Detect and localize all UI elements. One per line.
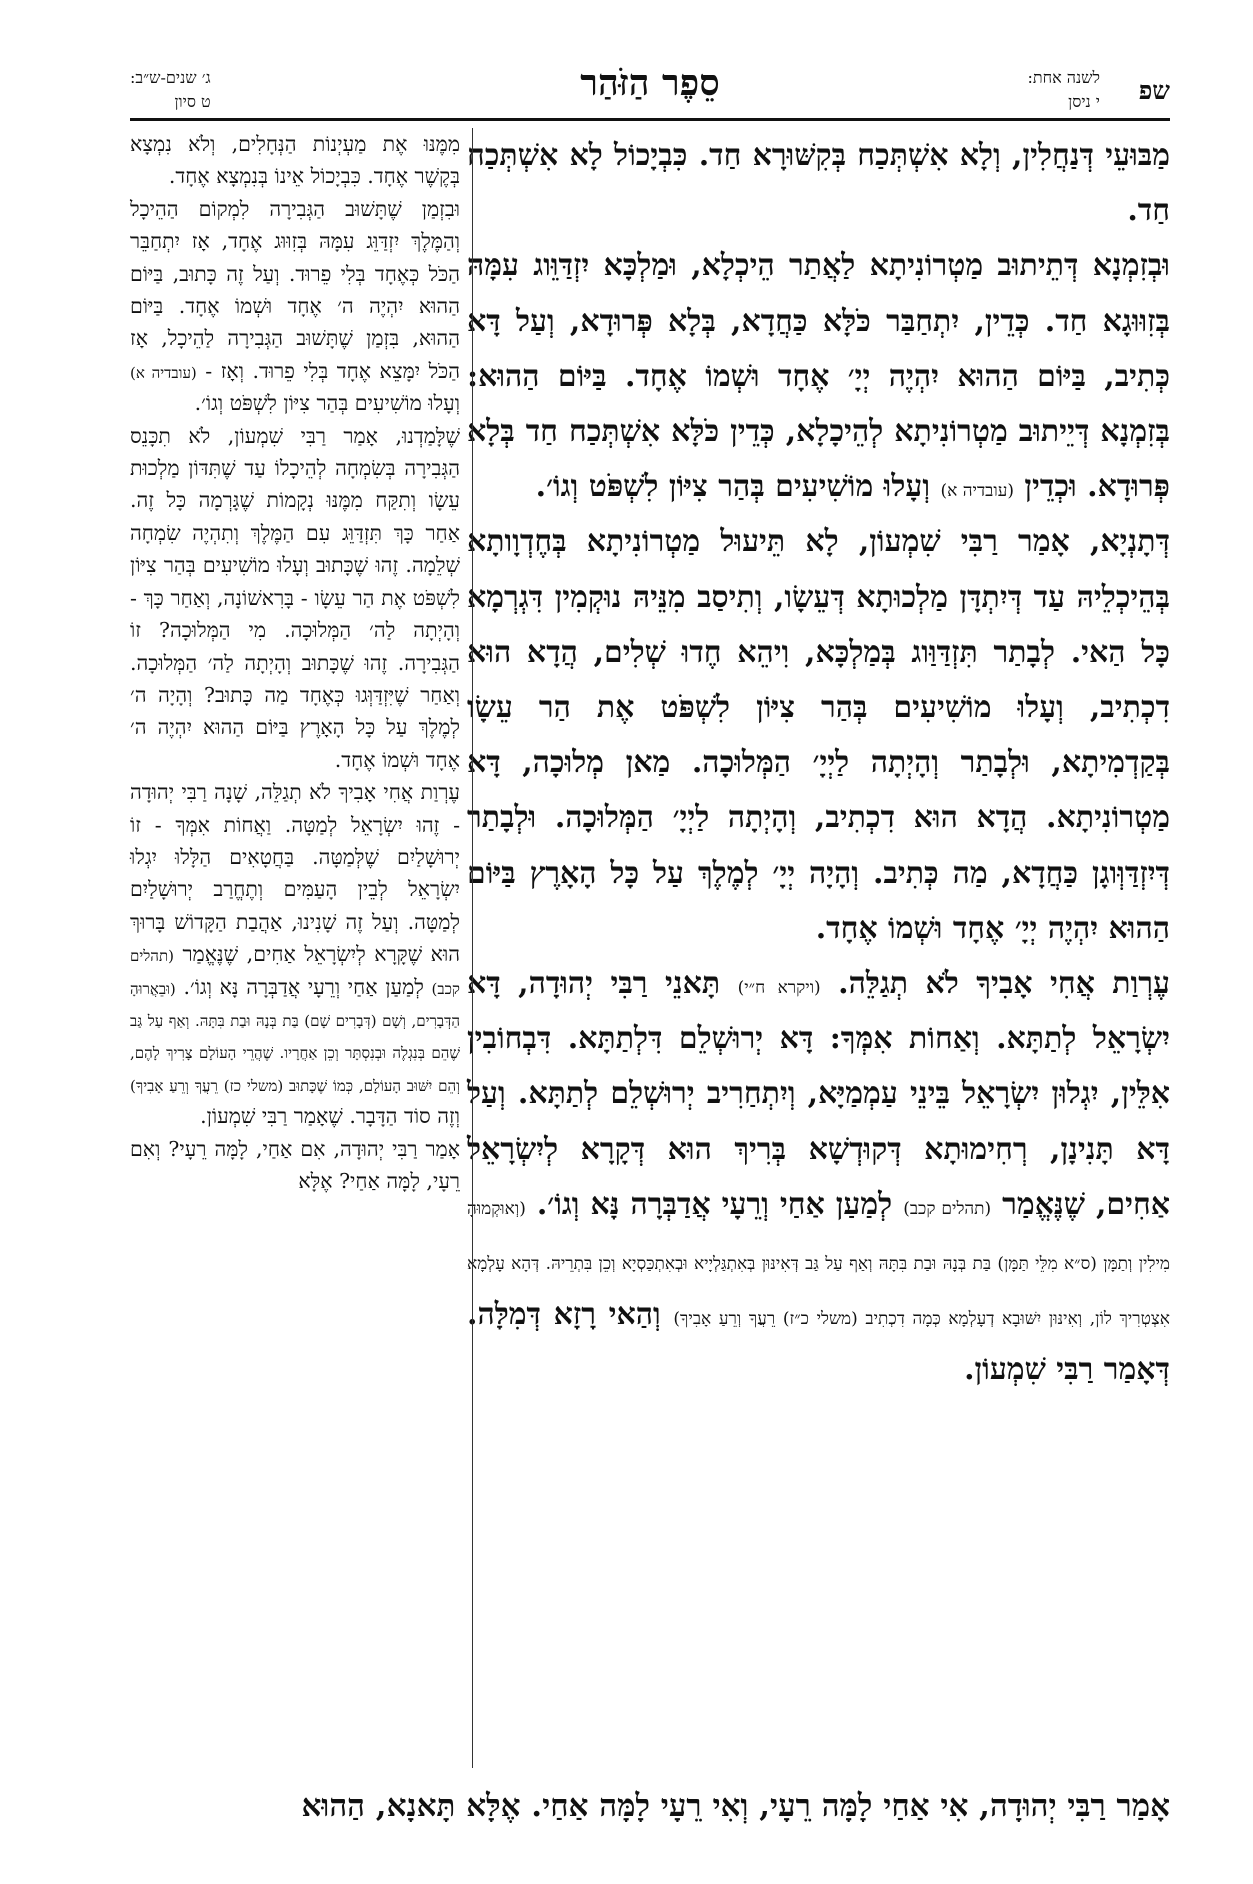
translation-paragraph: שֶׁלָּמַדְנוּ, אָמַר רַבִּי שִׁמְעוֹן, לֹא תִכָּנֵס הַגְּבִירָה בְּשִׂמְחָה לְהֵיכָלוֹ עַד שֶׁתִּדּוֹן מַלְכוּת עֵשָׂו וְתִקַּח מִמֶּנּוּ נְקָמוֹת שֶׁגָּרְמָה כָּל זֶה. אַחַר כָּךְ תִּזְדַּוֵּג עִם הַמֶּלֶךְ וְתִהְיֶה שִׂמְחָה שְׁלֵמָה. זֶהוּ שֶׁכָּתוּב וְעָלוּ מוֹשִׁיעִים בְּהַר צִיּוֹן לִשְׁפֹּט אֶת הַר עֵשָׂו - בָּרִאשׁוֹנָה, וְאַחַר כָּךְ - וְהָיְתָה לַה׳ הַמְּלוּכָה. מִי הַמְּלוּכָה? זוֹ הַגְּבִירָה. זֶהוּ שֶׁכָּתוּב וְהָיְתָה לַה׳ הַמְּלוּכָה. וְאַחַר שֶׁיִּזְדַּוְּגוּ כְּאֶחָד מַה כָּתוּב? וְהָיָה ה׳ לְמֶלֶךְ עַל כָּל הָאָרֶץ בַּיּוֹם הַהוּא יִהְיֶה ה׳ אֶחָד וּשְׁמוֹ אֶחָד. (130, 423, 460, 772)
translation-verse: וְעָלוּ מוֹשִׁיעִים בְּהַר צִיּוֹן לִשְׁפֹּט וְגוֹ׳. (194, 391, 460, 416)
translation-note: (וּבֵאֲרוּהָ הַדְּבָרִים, וְשָׁם (דְּבָרִים שָׁם) בַּת בְּנָהּ וּבַת בִּתָּהּ. וְאַף עַל גַּב שֶׁהֵם בְּנִגְלֶה וּבְנִסְתָּר וְכֵן אַחֲרָיו. שֶׁהֲרֵי הָעוֹלָם צָרִיךְ לָהֶם, וְהֵם יִשּׁוּב הָעוֹלָם, כְּמוֹ שֶׁכָּתוּב (משלי כז) רֵעֲךָ וְרֵעַ אָבִיךָ) (130, 979, 460, 1095)
scripture-reference: (תהלים קכב) (130, 947, 460, 998)
bottom-line: אָמַר רַבִּי יְהוּדָה, אִי אַחַי לָמָּה רֵעָי, וְאִי רֵעָי לָמָּה אַחַי. אֶלָּא תָּאנָא, הַהוּא (301, 1788, 1170, 1824)
scripture-reference: (תהלים קכב) (903, 1198, 992, 1219)
translation-column (130, 128, 460, 1197)
page-header (130, 62, 1170, 122)
main-paragraph-text: וְהַאי רָזָא דְּמִלָּה. דְּאָמַר רַבִּי שִׁמְעוֹן. (467, 1297, 1170, 1388)
main-verse: וְעָלוּ מוֹשִׁיעִים בְּהַר צִיּוֹן לִשְׁפֹּט וְגוֹ׳. (535, 469, 931, 505)
main-paragraph-text: תָּאנֵי רַבִּי יְהוּדָה, דָּא יִשְׂרָאֵל לְתַתָּא. וְאַחוֹת אִמְּךָ: דָּא יְרוּשְׁלֵם דִּלְתַתָּא. דִּבְחוֹבִין אִלֵּין, יִגְלוּן יִשְׂרָאֵל בֵּינֵי עַמְמַיָּא, וְיִתְחַרִיב יְרוּשְׁלֵם לְתַתָּא. וְעַל דָּא תָּנִינָן, רְחִימוּתָא דְּקוּדְשָׁא בְּרִיךְ הוּא דְּקָרָא לְיִשְׂרָאֵל אַחִים, שֶׁנֶּאֱמַר (467, 966, 1170, 1222)
scripture-reference: (עובדיה א) (940, 481, 1014, 502)
translation-paragraph (130, 193, 460, 420)
translation-paragraph: אָמַר רַבִּי יְהוּדָה, אִם אַחַי, לָמָּה רֵעָי? וְאִם רֵעָי, לָמָּה אַחַי? אֶלָּא (130, 1136, 460, 1193)
translation-text: וְזֶה סוֹד הַדָּבָר. שֶׁאָמַר רַבִּי שִׁמְעוֹן. (200, 1104, 460, 1129)
book-title: סֵפֶר הַזֹּהַר (580, 62, 720, 104)
header-left-info (130, 66, 211, 114)
column-divider (472, 128, 473, 1768)
page-number: שפ (1138, 76, 1170, 105)
main-paragraph: דְּתָנְיָא, אָמַר רַבִּי שִׁמְעוֹן, לָא תֵּיעוּל מַטְרוֹנִיתָא בְּחֶדְוָותָא בְּהֵיכְלֵיהּ עַד דְּיִתְדָּן מַלְכוּתָא דְּעֵשָׂו, וְתִיסַב מִנֵּיהּ נוּקְמִין דִּגְרְמָא כָּל הַאי. לְבָתַר תִּזְדַּוַּוג בְּמַלְכָּא, וִיהֵא חֶדוּ שְׁלִים, הֲדָא הוּא דִכְתִיב, וְעָלוּ מוֹשִׁיעִים בְּהַר צִיּוֹן לִשְׁפֹּט אֶת הַר עֵשָׂו בְּקַדְמִיתָא, וּלְבָתַר וְהָיְתָה לַיְיָ׳ הַמְּלוּכָה. מַאן מְלוּכָה, דָּא מַטְרוֹנִיתָא. הֲדָא הוּא דִכְתִיב, וְהָיְתָה לַיְיָ׳ הַמְּלוּכָה. וּלְבָתַר דְּיִזְדַּוְּוגָן כַּחֲדָא, מַה כְּתִיב. וְהָיָה יְיָ׳ לְמֶלֶךְ עַל כָּל הָאָרֶץ בַּיּוֹם הַהוּא יִהְיֶה יְיָ׳ אֶחָד וּשְׁמוֹ אֶחָד. (467, 524, 1170, 946)
translation-text: עֶרְוַת אֲחִי אָבִיךָ לֹא תְגַלֵּה, שָׁנָה רַבִּי יְהוּדָה - זֶהוּ יִשְׂרָאֵל לְמַטָּה. וַאֲחוֹת אִמְּךָ - זוֹ יְרוּשָׁלַיִם שֶׁלְּמַטָּה. בַּחֲטָאִים הַלָּלוּ יִגְלוּ יִשְׂרָאֵל לְבֵין הָעַמִּים וְתֶחֱרַב יְרוּשָׁלַיִם לְמַטָּה. וְעַל זֶה שָׁנִינוּ, אַהֲבַת הַקָּדוֹשׁ בָּרוּךְ הוּא שֶׁקָּרָא לְיִשְׂרָאֵל אַחִים, שֶׁנֶּאֱמַר (130, 780, 460, 967)
main-verse: לְמַעַן אַחַי וְרֵעָי אֲדַבְּרָה נָּא וְגוֹ׳. (536, 1186, 893, 1222)
main-note: (וְאוּקְמוּהָ מִילִין וְתַמָּן (ס״א מִלֵּי תַּמָּן) בַּת בְּנָהּ וּבַת בִּתָּהּ וְאַף עַל גַּב דְּאִינּוּן בְּאִתְגַּלְיָיא וּבְאִתְכַּסְיָא וְכֵן בִּתְרֵיהּ. דְּהָא עָלְמָא אִצְטְרִיךְ לוֹן, וְאִינּוּן יִשּׁוּבָא דְעָלְמָא כְּמָה דִכְתִיב (משלי כ״ז) רֵעֲךָ וְרֵעַ אָבִיךָ) (467, 1198, 1170, 1330)
header-alt-plan: ג׳ שנים-ש״ב: (130, 68, 211, 87)
translation-verse: לְמַעַן אַחַי וְרֵעָי אֲדַבְּרָה נָּא וְגוֹ׳. (183, 974, 424, 999)
main-paragraph: מַבּוּעֵי דְּנַחֲלִין, וְלָא אִשְׁתְּכַח בְּקִשּׁוּרָא חַד. כִּבְיָכוֹל לָא אִשְׁתְּכַח חַד. (467, 138, 1170, 229)
main-paragraph-text: וּבְזִמְנָא דְּתֵיתוּב מַטְרוֹנִיתָא לַאֲתַר הֵיכְלָא, וּמַלְכָּא יִזְדַּוֵּוג עִמָּהּ בְּזִוּוּגָא חַד. כְּדֵין, יִתְחַבַּר כֹּלָּא כַּחֲדָא, בְּלָא פְּרוּדָא, וְעַל דָּא כְּתִיב, בַּיּוֹם הַהוּא יִהְיֶה יְיָ׳ אֶחָד וּשְׁמוֹ אֶחָד. בַּיּוֹם הַהוּא: בְּזִמְנָא דְּיֵיתוּב מַטְרוֹנִיתָא לְהֵיכָלָא, כְּדֵין כֹּלָּא אִשְׁתְּכַח חַד בְּלָא פְּרוּדָא. וּכְדֵין (467, 248, 1170, 505)
header-alt-date: ט סיון (174, 92, 211, 111)
translation-text: וּבִזְמַן שֶׁתָּשׁוּב הַגְּבִירָה לִמְקוֹם הַהֵיכָל וְהַמֶּלֶךְ יִזְדַּוֵּג עִמָּהּ בְּזִוּוּג אֶחָד, אָז יִתְחַבֵּר הַכֹּל כְּאֶחָד בְּלִי פֵרוּד. וְעַל זֶה כָּתוּב, בַּיּוֹם הַהוּא יִהְיֶה ה׳ אֶחָד וּשְׁמוֹ אֶחָד. בַּיּוֹם הַהוּא, בִּזְמַן שֶׁתָּשׁוּב הַגְּבִירָה לַהֵיכָל, אָז הַכֹּל יִמָּצֵא אֶחָד בְּלִי פֵרוּד. וְאָז - (130, 196, 460, 383)
translation-paragraph: מִמֶּנּוּ אֶת מַעְיְנוֹת הַנְּחָלִים, וְלֹא נִמְצָא בְּקֶשֶׁר אֶחָד. כִּבְיָכוֹל אֵינוֹ בְּנִמְצָא אֶחָד. (130, 132, 460, 189)
header-divider (130, 118, 1170, 121)
scripture-reference: (ויקרא ח״י) (737, 978, 821, 999)
main-paragraph (467, 956, 1170, 1398)
translation-paragraph (130, 776, 460, 1132)
scripture-reference: (עובדיה א) (130, 363, 197, 382)
header-study-date: י ניסן (1068, 92, 1100, 111)
main-verse: עֶרְוַת אֲחִי אָבִיךָ לֹא תְגַלֵּה. (838, 966, 1170, 1002)
main-paragraph (467, 238, 1170, 514)
header-study-plan: לשנה אחת: (1027, 68, 1100, 87)
main-text-column (467, 128, 1170, 1398)
